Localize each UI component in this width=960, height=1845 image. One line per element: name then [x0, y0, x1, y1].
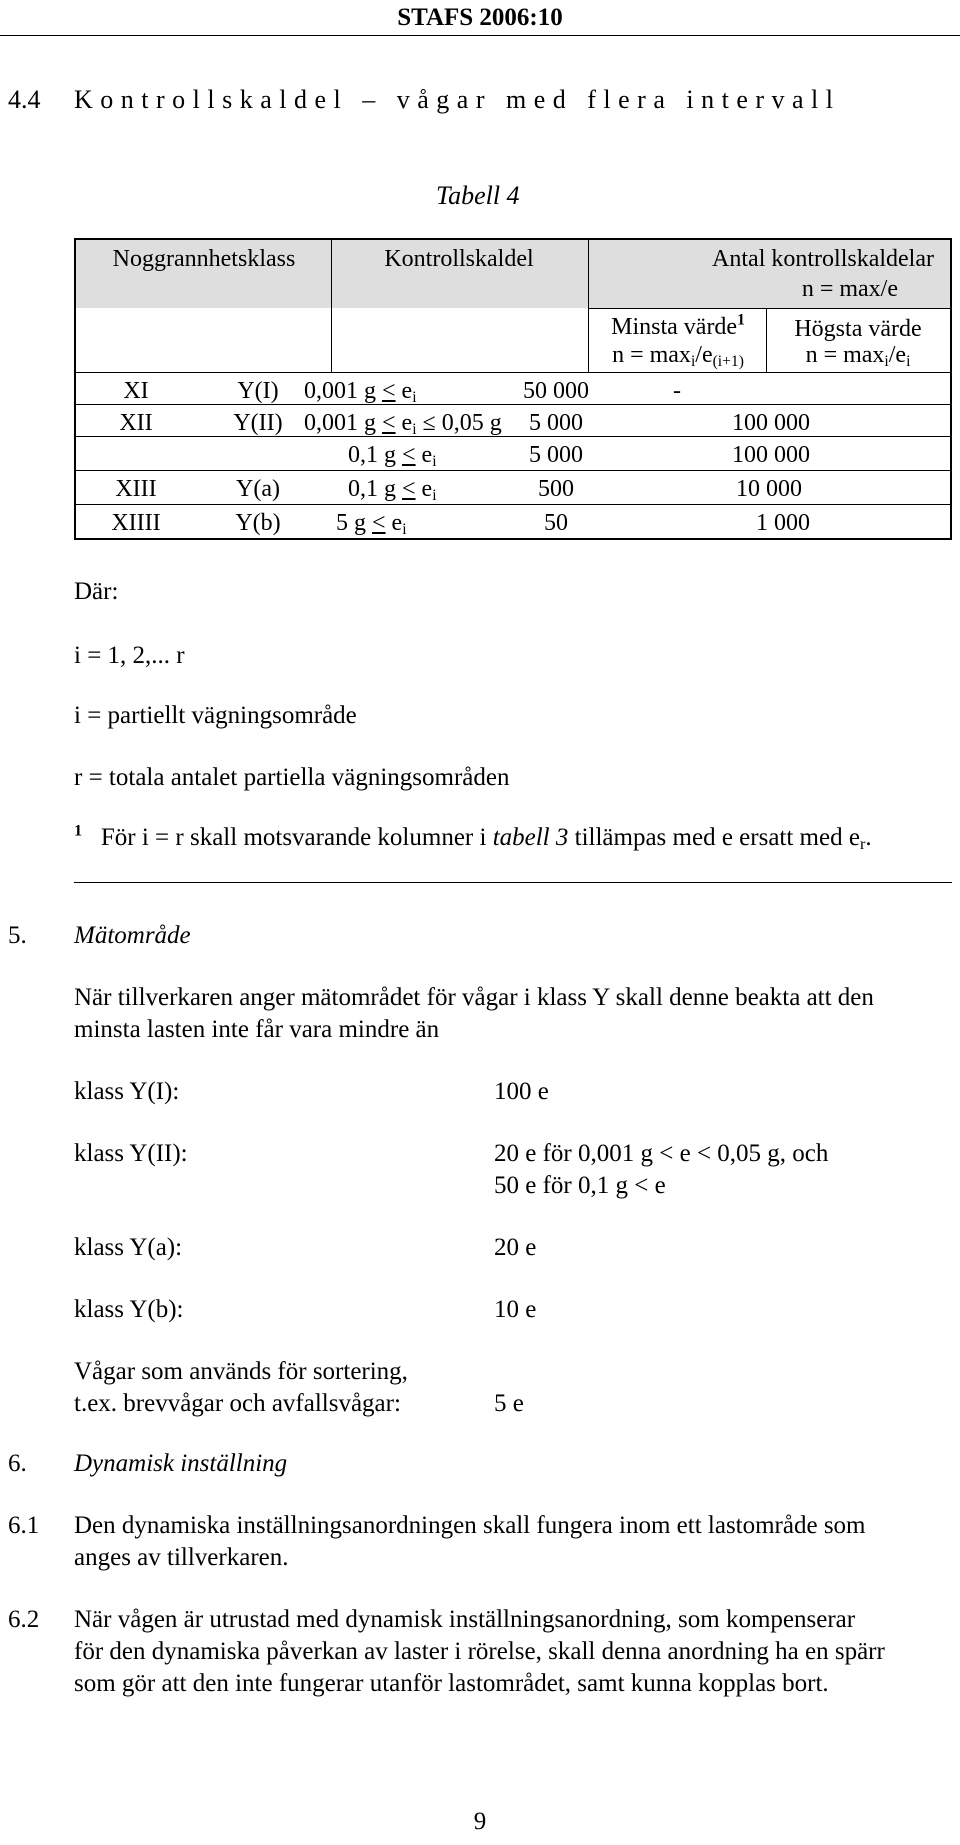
class-label: klass Y(a): [74, 1234, 183, 1261]
table-cell-max: 1 000 [756, 510, 810, 536]
class-label: klass Y(I): [74, 1078, 180, 1105]
sorting-value: 5 e [494, 1390, 524, 1417]
table-cell-min: 500 [538, 476, 574, 502]
table-cell-class: XI [123, 378, 149, 404]
col-header-min [611, 312, 745, 342]
table-cell-min: 5 000 [529, 442, 583, 468]
col-header-scale: Kontrollskaldel [384, 246, 534, 272]
paragraph-number: 6.2 [8, 1606, 40, 1633]
class-value: 20 e för 0,001 g < e < 0,05 g, och [494, 1140, 829, 1167]
table-cell-scale: Y(b) [235, 510, 281, 536]
paragraph-number: 6.1 [8, 1512, 40, 1539]
paragraph-line: Den dynamiska inställningsanordningen skall fungera inom ett lastområde som [74, 1512, 866, 1539]
table-cell-min: 5 000 [529, 410, 583, 436]
header-rule [0, 35, 960, 36]
min-label: Minsta värde [611, 314, 738, 340]
table-cell-scale: Y(a) [236, 476, 280, 502]
table-cell-max: 100 000 [732, 442, 810, 468]
col-header-max: Högsta värde [794, 316, 922, 342]
section-number: 4.4 [8, 85, 41, 114]
sorting-label: t.ex. brevvågar och avfallsvågar: [74, 1390, 401, 1417]
col-header-count-formula: n = max/e [801, 276, 898, 302]
table-reference: tabell 3 [492, 824, 569, 851]
table-cell-range: 0,001 $g < e_i \le 0,05$ g [304, 410, 502, 438]
paragraph-line: minsta lasten inte får vara mindre än [74, 1016, 440, 1043]
paragraph-line: för den dynamiska påverkan av laster i rörelse, skall denna anordning ha en spärr [74, 1638, 885, 1665]
section-title: Kontrollskaldel – vågar med flera intervall [74, 85, 841, 114]
footnote: $^1$ För i = r skall motsvarande kolumner i tabell 3 tillämpas med e ersatt med $e_r$. [74, 821, 872, 854]
paragraph-line: som gör att den inte fungerar utanför lastområdet, samt kunna kopplas bort. [74, 1670, 829, 1697]
paragraph-line: När vågen är utrustad med dynamisk inställningsanordning, som kompenserar [74, 1606, 856, 1633]
section-title: Mätområde [74, 922, 191, 949]
footnote-mark: 1 [74, 821, 83, 840]
table-cell-min: 50 [544, 510, 568, 536]
section-title: Dynamisk inställning [74, 1450, 288, 1477]
col-header-min-formula: $n = \max_i/e_{(i+1)}$ [612, 342, 744, 370]
table-cell-range: 5 $g < e_i$ [336, 510, 407, 538]
table-caption: Tabell 4 [436, 181, 520, 210]
class-label: klass Y(b): [74, 1296, 184, 1323]
definition-line: i = 1, 2,... r [74, 642, 185, 669]
table-cell-class: XIII [115, 476, 157, 502]
data-table [74, 238, 952, 540]
table-cell-class: XIIII [111, 510, 161, 536]
col-header-count: Antal kontrollskaldelar [712, 246, 934, 272]
table-cell-range: 0,001 $g < e_i$ [304, 378, 417, 406]
running-header: STAFS 2006:10 [397, 4, 563, 31]
page-number: 9 [473, 1808, 487, 1835]
class-value: 20 e [494, 1234, 537, 1261]
class-label: klass Y(II): [74, 1140, 188, 1167]
col-header-max-formula: $n = \max_i/e_i$ [805, 342, 911, 370]
class-value: 10 e [494, 1296, 537, 1323]
footnote-rule [74, 882, 952, 883]
table-cell-min: 50 000 [523, 378, 589, 404]
section-number: 6. [8, 1450, 27, 1477]
definition-line: r = totala antalet partiella vägningsområden [74, 764, 510, 791]
table-cell-max: 100 000 [732, 410, 810, 436]
where-label: Där: [74, 578, 119, 605]
table-cell-max: 10 000 [736, 476, 802, 502]
definition-line: i = partiellt vägningsområde [74, 702, 357, 729]
paragraph-line: anges av tillverkaren. [74, 1544, 289, 1571]
sorting-label: Vågar som används för sortering, [74, 1358, 408, 1385]
table-cell-scale: Y(I) [237, 378, 279, 404]
class-value: 100 e [494, 1078, 549, 1105]
section-number: 5. [8, 922, 27, 949]
table-cell-max: - [673, 378, 681, 404]
col-header-class: Noggrannhetsklass [112, 246, 296, 272]
table-cell-range: 0,1 $g < e_i$ [348, 476, 437, 504]
table-cell-range: 0,1 $g < e_i$ [348, 442, 437, 470]
table-cell-scale: Y(II) [233, 410, 283, 436]
footnote-ref: 1 [737, 311, 745, 329]
class-value: 50 e för 0,1 g < e [494, 1172, 666, 1199]
paragraph-line: När tillverkaren anger mätområdet för vågar i klass Y skall denne beakta att den [74, 984, 874, 1011]
table-cell-class: XII [119, 410, 153, 436]
